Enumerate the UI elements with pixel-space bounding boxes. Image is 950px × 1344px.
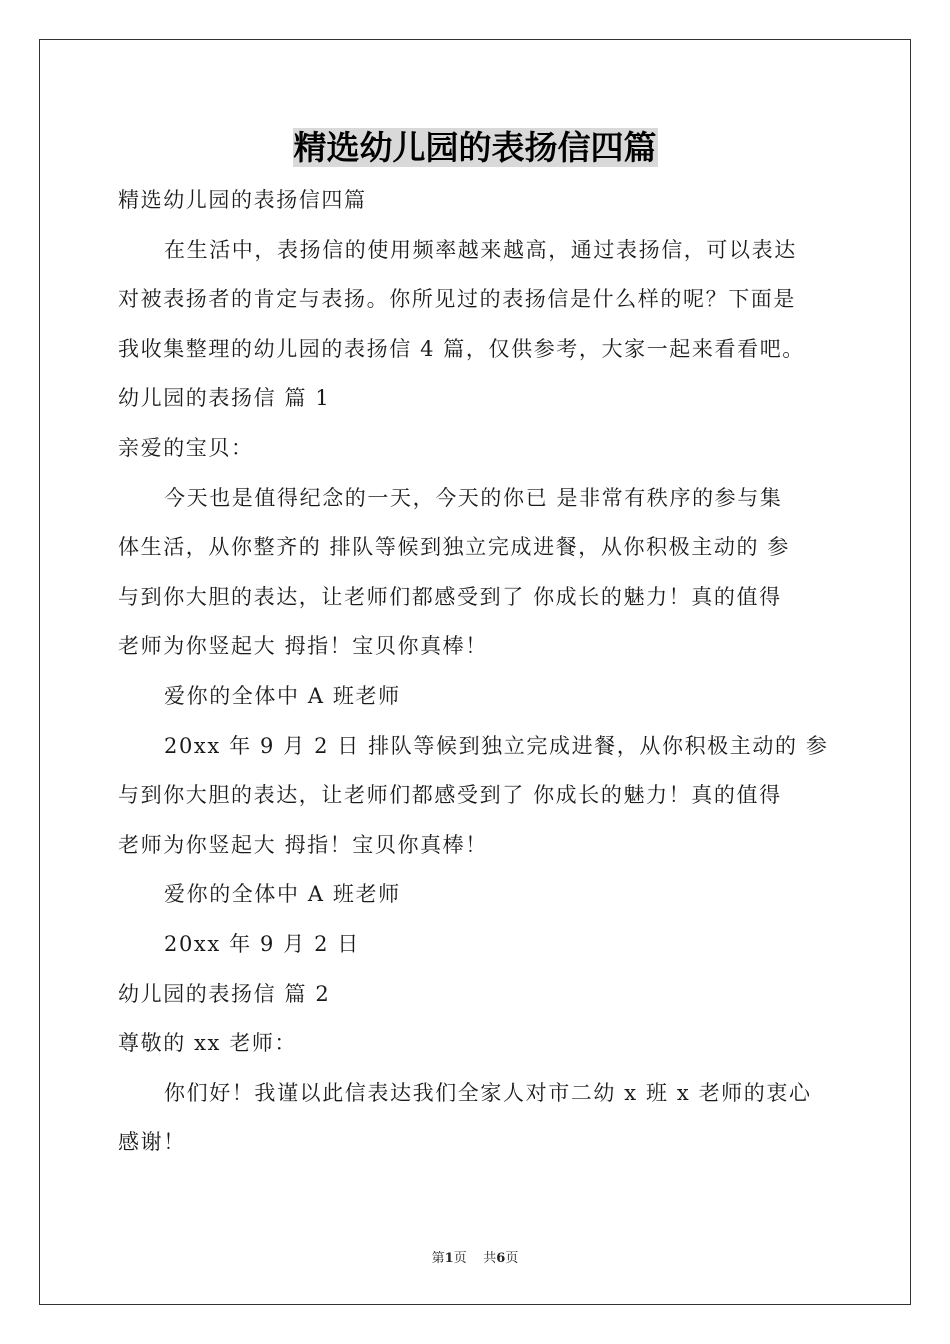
text-line: 与到你大胆的表达，让老师们都感受到了 你成长的魅力！真的值得: [118, 783, 782, 808]
text-line: 精选幼儿园的表扬信四篇: [118, 188, 367, 212]
text-line: 你们好！我谨以此信表达我们全家人对市二幼 x 班 x 老师的衷心: [164, 1080, 812, 1105]
text-line: 感谢！: [118, 1130, 186, 1155]
text-line: 我收集整理的幼儿园的表扬信 4 篇，仅供参考，大家一起来看看吧。: [118, 336, 805, 361]
text-line: 对被表扬者的肯定与表扬。你所见过的表扬信是什么样的呢？下面是: [118, 287, 796, 312]
text-line: 20xx 年 9 月 2 日: [164, 931, 360, 956]
text-line: 爱你的全体中 A 班老师: [164, 683, 401, 708]
text-line: 尊敬的 xx 老师：: [118, 1031, 298, 1056]
footer-page-label: 页: [453, 1251, 467, 1266]
footer-total-prefix: 共: [483, 1251, 497, 1266]
text-line: 20xx 年 9 月 2 日 排队等候到独立完成进餐，从你积极主动的 参: [164, 733, 829, 758]
text-line: 幼儿园的表扬信 篇 2: [118, 981, 331, 1006]
text-line: 在生活中，表扬信的使用频率越来越高，通过表扬信，可以表达: [164, 237, 797, 262]
text-line: 老师为你竖起大 拇指！宝贝你真棒！: [118, 634, 488, 659]
text-line: 爱你的全体中 A 班老师: [164, 882, 401, 907]
page-footer: [0, 1247, 950, 1266]
footer-page-total: 6: [496, 1251, 506, 1266]
text-line: 老师为你竖起大 拇指！宝贝你真棒！: [118, 832, 488, 857]
text-line: 今天也是值得纪念的一天，今天的你已 是非常有秩序的参与集: [164, 485, 783, 510]
text-line: 幼儿园的表扬信 篇 1: [118, 386, 331, 411]
document-title-text: 精选幼儿园的表扬信四篇: [293, 128, 657, 167]
text-line: 亲爱的宝贝：: [118, 435, 254, 460]
footer-page-current: 1: [444, 1251, 454, 1266]
document-title: [0, 126, 950, 170]
text-line: 体生活，从你整齐的 排队等候到独立完成进餐，从你积极主动的 参: [118, 535, 790, 560]
document-body: [118, 176, 836, 1168]
text-line: 与到你大胆的表达，让老师们都感受到了 你成长的魅力！真的值得: [118, 584, 782, 609]
footer-page-prefix: 第: [431, 1251, 445, 1266]
footer-total-label: 页: [505, 1251, 519, 1266]
